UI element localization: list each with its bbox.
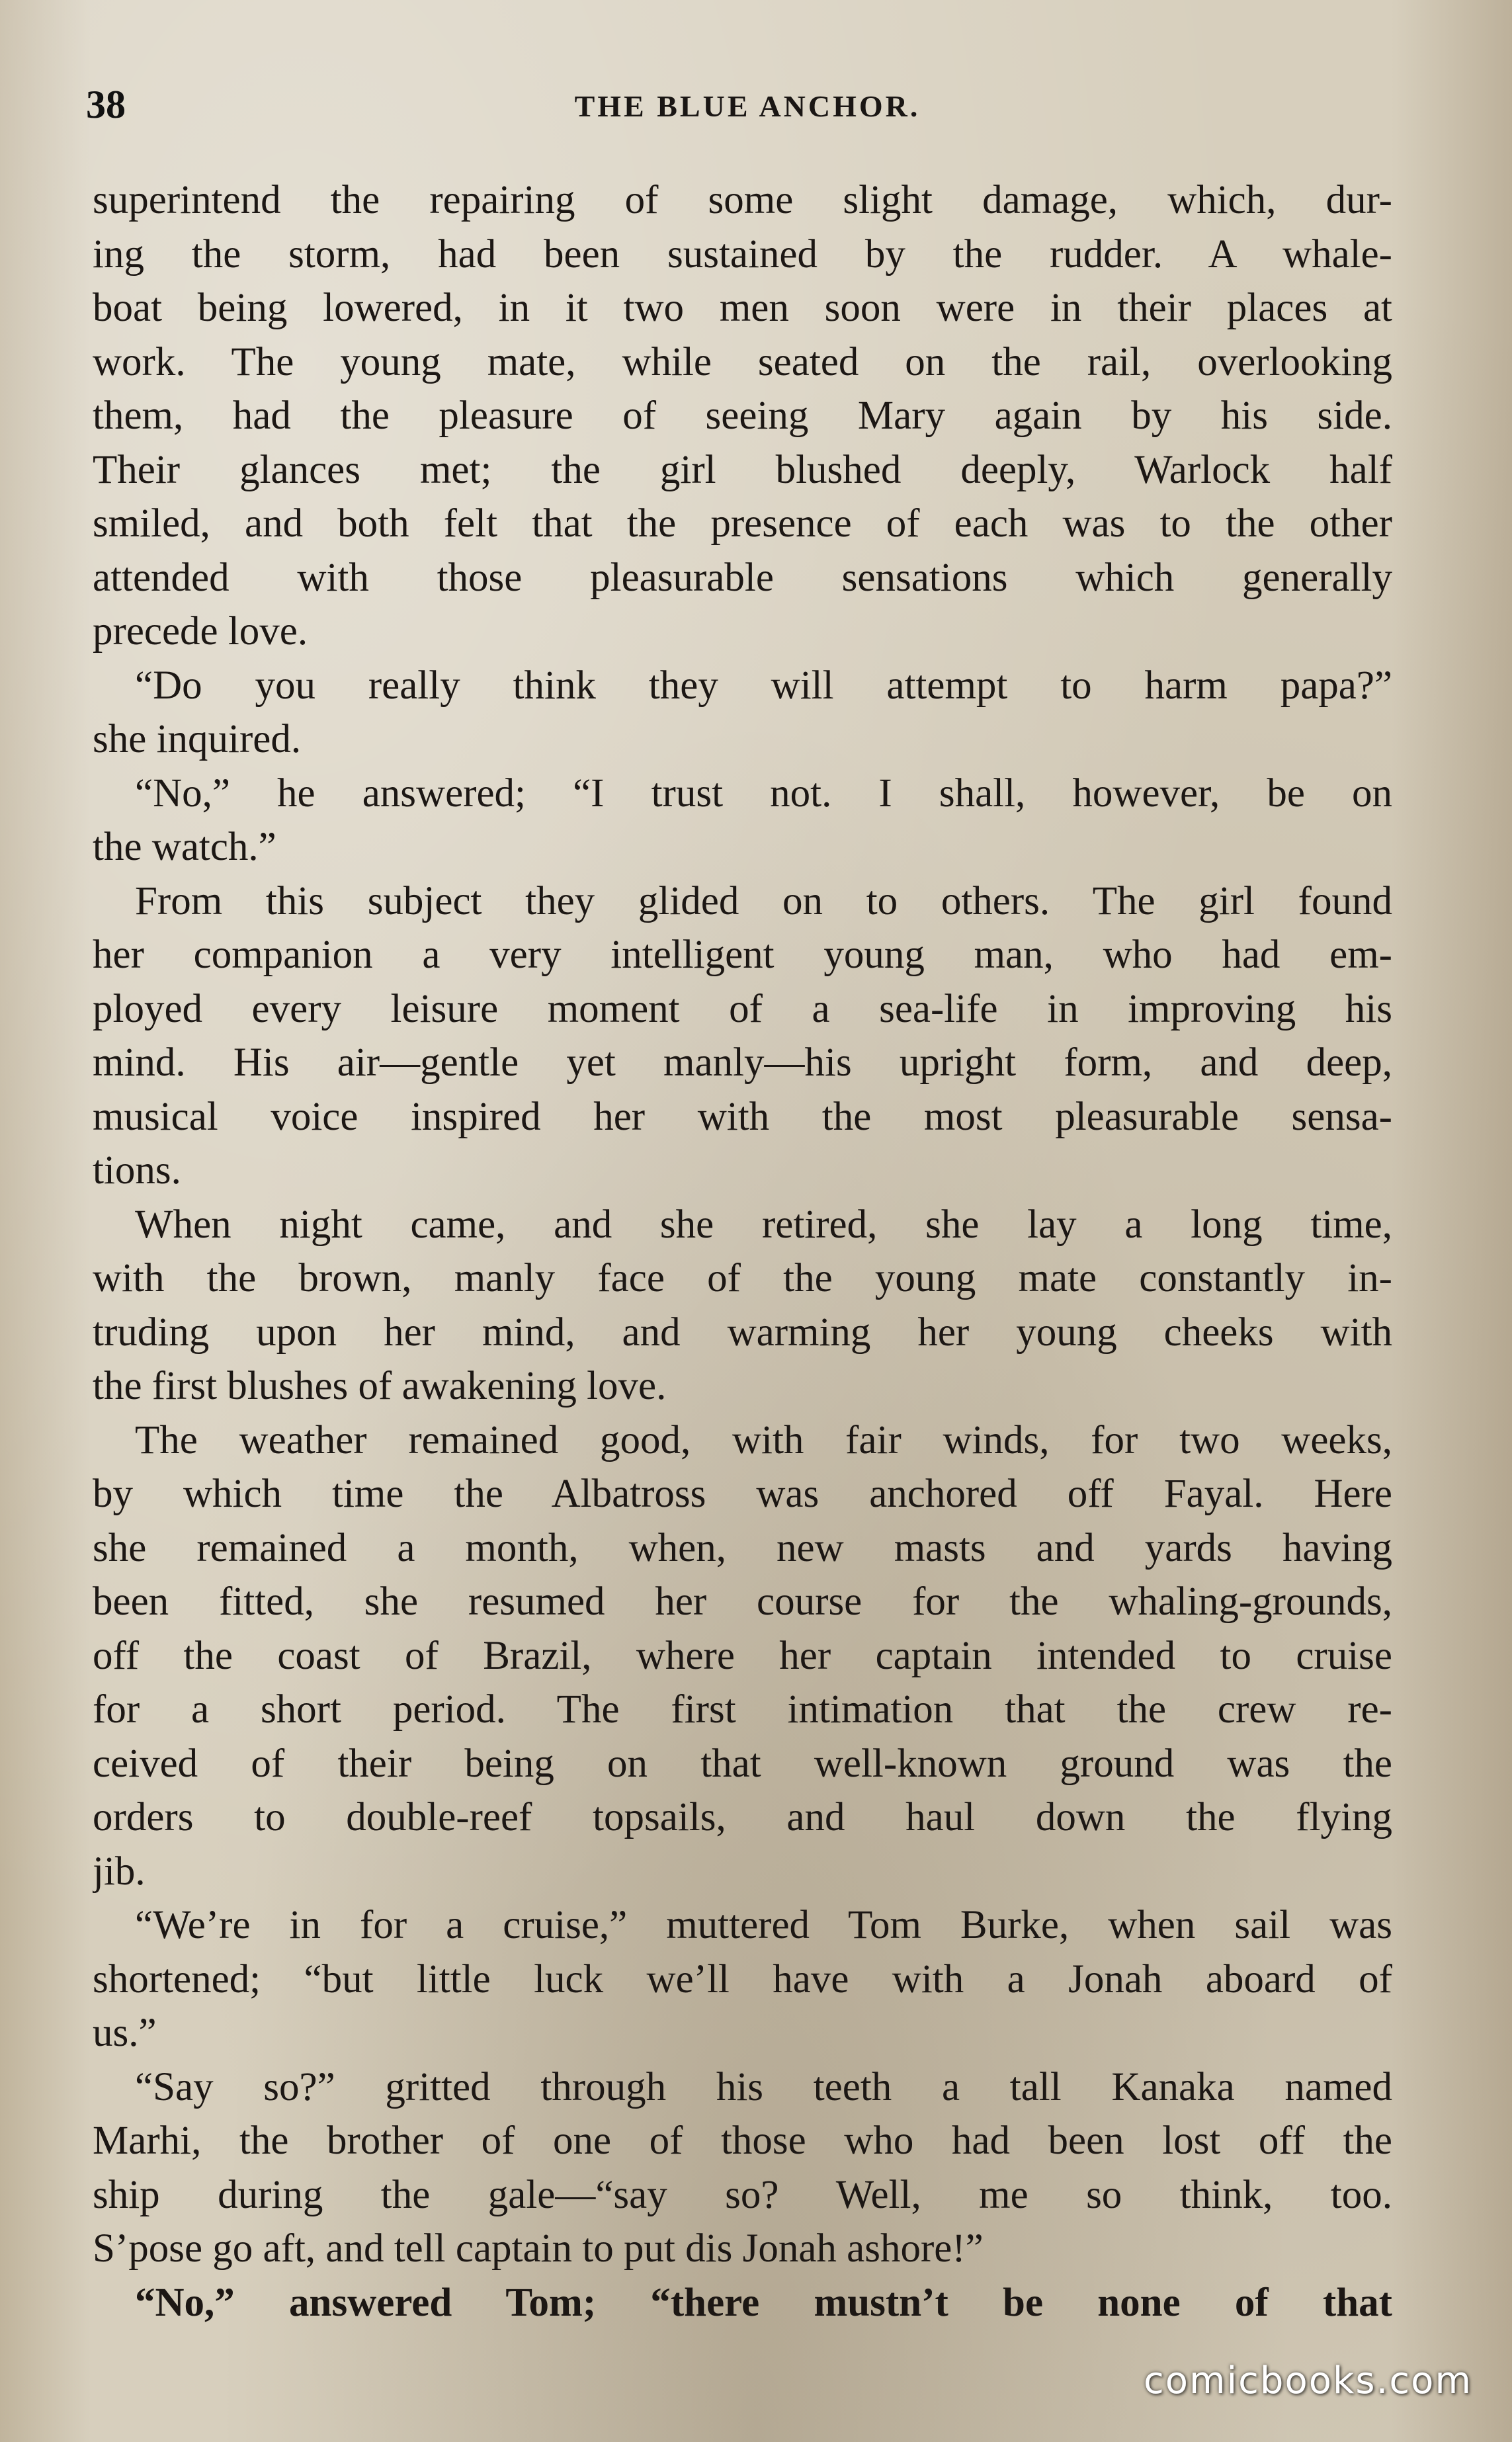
page-number: 38 <box>86 83 126 126</box>
text-line: her companion a very intelligent young man, who had em- <box>93 933 1392 977</box>
text-line: the first blushes of awakening love. <box>93 1364 667 1408</box>
text-line: them, had the pleasure of seeing Mary again by his side. <box>93 394 1392 438</box>
text-line: “No,” he answered; “I trust not. I shall, however, be on <box>135 771 1392 816</box>
text-line: Their glances met; the girl blushed deeply, Warlock half <box>93 447 1392 492</box>
text-line: superintend the repairing of some slight damage, which, dur- <box>93 178 1392 222</box>
text-line: boat being lowered, in it two men soon were in their places at <box>93 286 1392 330</box>
text-line: tions. <box>93 1148 181 1193</box>
text-line: orders to double-reef topsails, and haul down the flying <box>93 1795 1392 1839</box>
text-line: When night came, and she retired, she lay a long time, <box>135 1202 1392 1247</box>
body-text <box>93 173 1392 2330</box>
running-title: THE BLUE ANCHOR. <box>574 89 921 123</box>
text-line: work. The young mate, while seated on the rail, overlooking <box>93 339 1392 384</box>
text-line: she remained a month, when, new masts and yards having <box>93 1525 1392 1570</box>
text-line: shortened; “but little luck we’ll have with a Jonah aboard of <box>93 1957 1392 2001</box>
text-line: us.” <box>93 2011 157 2055</box>
text-line: musical voice inspired her with the most pleasurable sensa- <box>93 1094 1392 1139</box>
text-line: jib. <box>93 1849 146 1894</box>
text-line: “Do you really think they will attempt to harm papa?” <box>135 663 1392 708</box>
text-line: ing the storm, had been sustained by the rudder. A whale- <box>93 232 1392 276</box>
text-line: smiled, and both felt that the presence of each was to the other <box>93 501 1392 546</box>
text-line: ceived of their being on that well-known ground was the <box>93 1741 1392 1786</box>
text-line: ship during the gale—“say so? Well, me so think, too. <box>93 2172 1392 2217</box>
text-line: ployed every leisure moment of a sea-life in improving his <box>93 986 1392 1031</box>
text-line: she inquired. <box>93 717 302 761</box>
text-line: Marhi, the brother of one of those who had been lost off the <box>93 2119 1392 2163</box>
text-line: precede love. <box>93 609 308 653</box>
text-line: “Say so?” gritted through his teeth a tall Kanaka named <box>135 2064 1392 2109</box>
text-line: the watch.” <box>93 825 276 869</box>
text-line: off the coast of Brazil, where her captain intended to cruise <box>93 1633 1392 1678</box>
text-line: by which time the Albatross was anchored off Fayal. Here <box>93 1472 1392 1516</box>
text-line: “We’re in for a cruise,” muttered Tom Burke, when sail was <box>135 1903 1392 1947</box>
text-line: S’pose go aft, and tell captain to put dis Jonah ashore!” <box>93 2226 984 2271</box>
text-line: attended with those pleasurable sensations which generally <box>93 555 1392 600</box>
text-line: been fitted, she resumed her course for the whaling-grounds, <box>93 1579 1392 1624</box>
text-line: for a short period. The first intimation that the crew re- <box>93 1687 1392 1732</box>
text-line: From this subject they glided on to others. The girl found <box>135 878 1392 923</box>
text-line: truding upon her mind, and warming her young cheeks with <box>93 1310 1392 1355</box>
text-line: “No,” answered Tom; “there mustn’t be none of that <box>135 2280 1392 2325</box>
running-head <box>86 78 1409 131</box>
text-line: with the brown, manly face of the young mate constantly in- <box>93 1256 1392 1300</box>
text-line: The weather remained good, with fair winds, for two weeks, <box>135 1417 1392 1462</box>
text-line: mind. His air—gentle yet manly—his upright form, and deep, <box>93 1040 1392 1085</box>
watermark: comicbooks.com <box>1143 2359 1472 2402</box>
